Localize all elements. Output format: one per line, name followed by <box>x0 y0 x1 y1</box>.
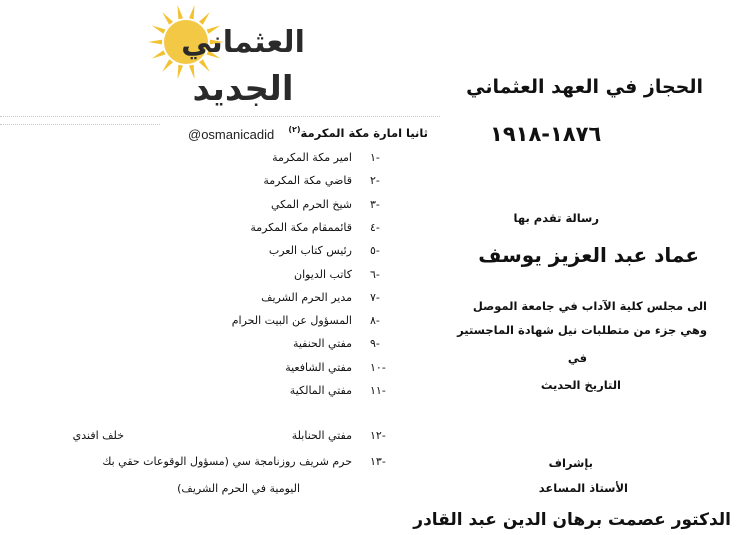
list-number: ٧- <box>370 291 380 304</box>
office-name: مفتي الحنابلة <box>291 429 352 442</box>
thesis-years: ١٨٧٦-١٩١٨ <box>490 122 602 146</box>
office-name: المسؤول عن البيت الحرام <box>231 314 352 327</box>
office-name: مدير الحرم الشريف <box>261 291 352 304</box>
dotted-rule <box>0 124 160 125</box>
office-name: شيخ الحرم المكي <box>270 198 352 211</box>
section-heading <box>288 125 428 140</box>
body-line: وهي جزء من متطلبات نيل شهادة الماجستير <box>457 323 707 337</box>
list-item-13-line2: اليومية في الحرم الشريف) <box>177 482 300 495</box>
list-number: ٣- <box>370 198 380 211</box>
social-handle: @osmanicadid <box>188 127 275 142</box>
thesis-author: عماد عبد العزيز يوسف <box>478 243 699 267</box>
list-number: ٦- <box>370 268 380 281</box>
section-heading-text: ثانيا امارة مكة المكرمة <box>300 125 428 140</box>
office-name: مفتي الحنفية <box>292 337 352 350</box>
list-number: ٨- <box>370 314 380 327</box>
office-name: مفتي الشافعية <box>285 361 352 374</box>
supervisor-name: الدكتور عصمت برهان الدين عبد القادر <box>413 510 731 530</box>
office-name: رئيس كتاب العرب <box>268 244 352 257</box>
footnote-marker: (٢) <box>288 125 301 134</box>
body-line: الى مجلس كلية الآداب في جامعة الموصل <box>472 299 707 313</box>
office-name: قائممقام مكة المكرمة <box>250 221 352 234</box>
office-name: مفتي المالكية <box>289 384 352 397</box>
thesis-title: الحجاز في العهد العثماني <box>466 76 703 98</box>
dotted-rule <box>0 116 440 117</box>
list-number: ١١- <box>370 384 386 397</box>
office-holder: خلف افندي <box>72 429 124 442</box>
list-item-13-line1: حرم شريف روزنامجة سي (مسؤول الوقوعات حقي بك <box>102 455 352 468</box>
list-number: ٤- <box>370 221 380 234</box>
supervisor-rank: الأستاذ المساعد <box>538 481 628 495</box>
list-number: ١٠- <box>370 361 386 374</box>
list-number: ١٣- <box>370 455 386 468</box>
list-number: ١٢- <box>370 429 386 442</box>
office-name: كاتب الديوان <box>293 268 352 281</box>
logo-text-line1: العثماني <box>181 25 305 60</box>
thesis-intro: رسالة تقدم بها <box>513 211 599 225</box>
body-line: في <box>567 351 587 365</box>
list-number: ١- <box>370 151 380 164</box>
office-name: امير مكة المكرمة <box>272 151 352 164</box>
office-name: قاضي مكة المكرمة <box>263 174 352 187</box>
list-number: ٥- <box>370 244 380 257</box>
body-line: التاريخ الحديث <box>540 378 621 392</box>
list-number: ٩- <box>370 337 380 350</box>
logo-mark <box>148 4 328 116</box>
supervision-label: بإشراف <box>548 456 593 470</box>
logo-text-line2: الجديد <box>192 69 294 109</box>
list-number: ٢- <box>370 174 380 187</box>
watermark-logo <box>148 4 328 116</box>
